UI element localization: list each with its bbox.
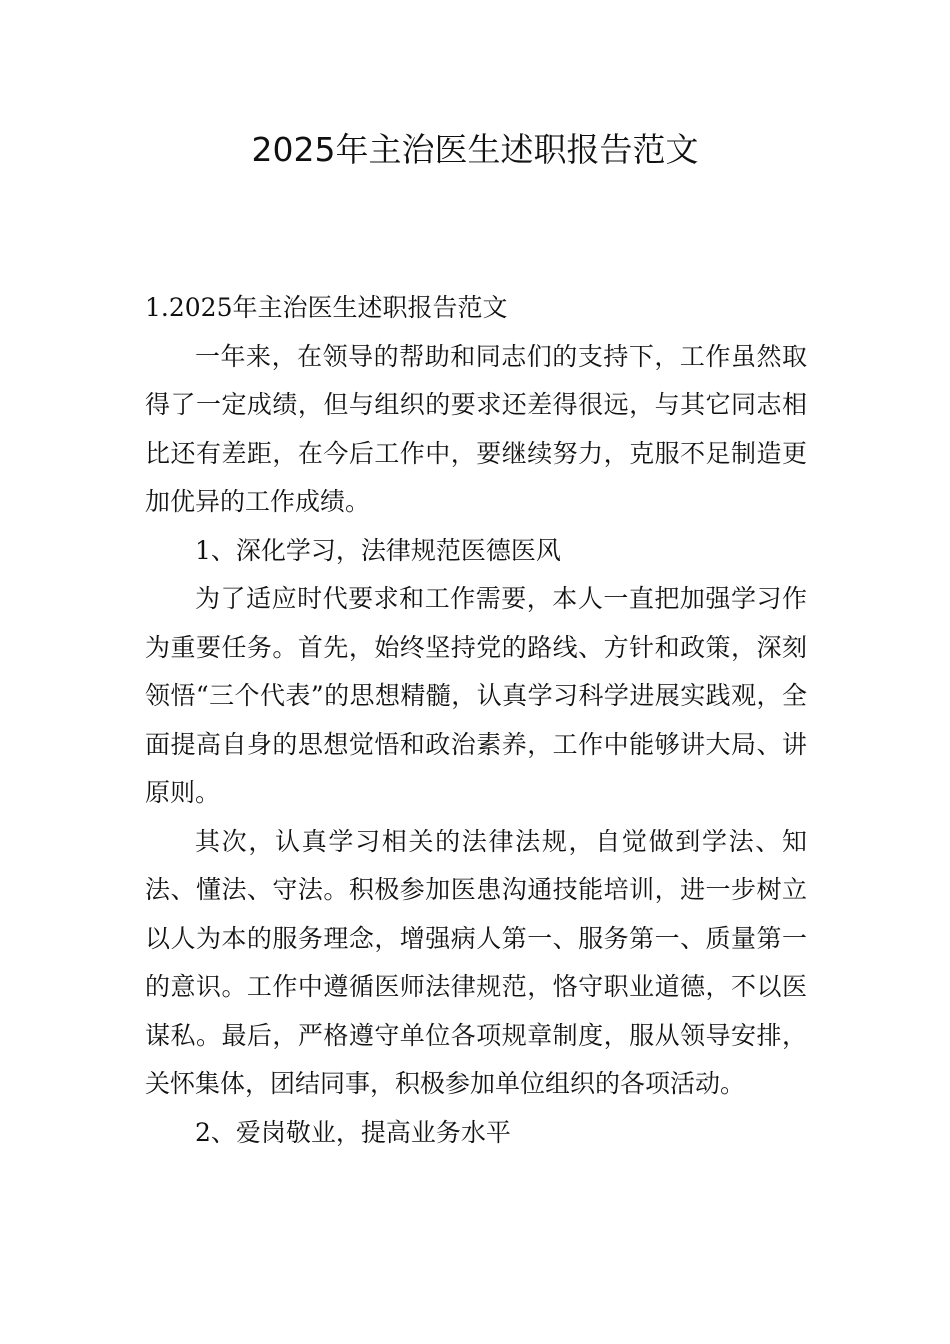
section-heading: 1.2025年主治医生述职报告范文 bbox=[145, 293, 508, 322]
paragraph-intro: 一年来，在领导的帮助和同志们的支持下，工作虽然取得了一定成绩，但与组织的要求还差得很远，与其它同志相比还有差距，在今后工作中，要继续努力，克服不足制造更加优异的工作成绩。 bbox=[145, 341, 807, 516]
document-title: 2025年主治医生述职报告范文 bbox=[251, 130, 699, 169]
subheading-2: 2、爱岗敬业，提高业务水平 bbox=[195, 1117, 511, 1147]
document-body bbox=[145, 284, 807, 1157]
subheading-1: 1、深化学习，法律规范医德医风 bbox=[195, 535, 561, 565]
paragraph-law: 其次，认真学习相关的法律法规，自觉做到学法、知法、懂法、守法。积极参加医患沟通技能培训，进一步树立以人为本的服务理念，增强病人第一、服务第一、质量第一的意识。工作中遵循医师法律规范，恪守职业道德，不以医谋私。最后，严格遵守单位各项规章制度，服从领导安排，关怀集体，团结同事，积极参加单位组织的各项活动。 bbox=[145, 826, 807, 1098]
paragraph-study: 为了适应时代要求和工作需要，本人一直把加强学习作为重要任务。首先，始终坚持党的路线、方针和政策，深刻领悟“三个代表”的思想精髓，认真学习科学进展实践观，全面提高自身的思想觉悟和政治素养，工作中能够讲大局、讲原则。 bbox=[145, 584, 807, 807]
